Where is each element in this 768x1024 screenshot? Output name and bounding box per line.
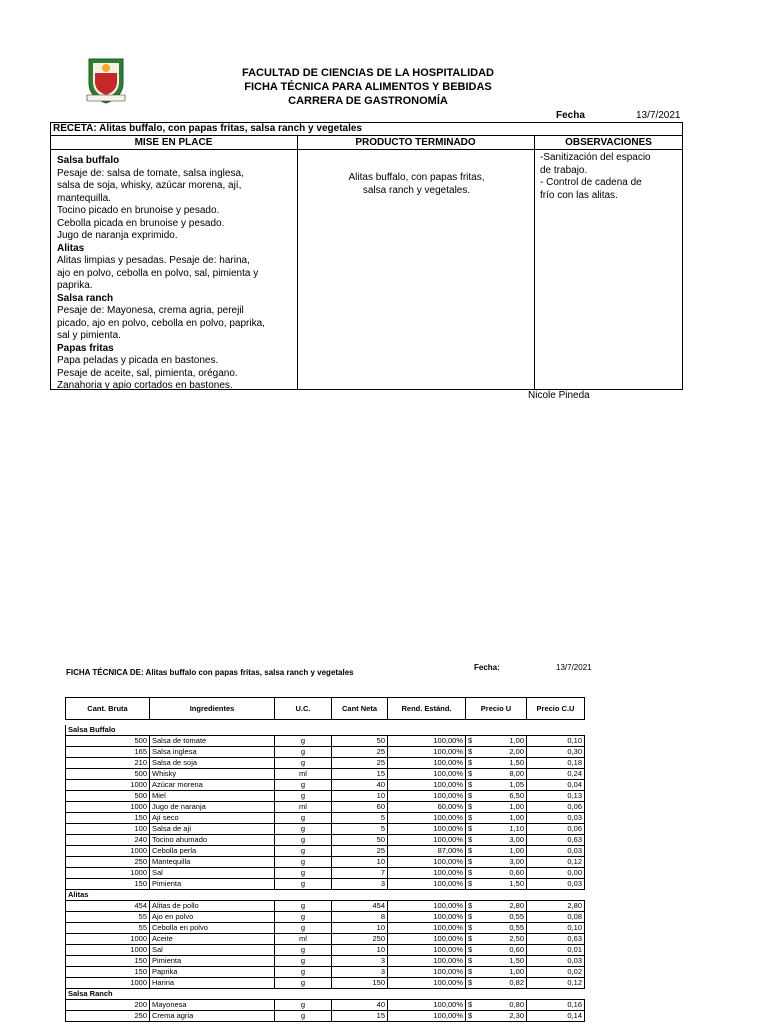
recipe-title: RECETA: Alitas buffalo, con papas fritas, salsa ranch y vegetales: [50, 122, 683, 136]
unidad: g: [275, 780, 332, 791]
precio-unitario-value: 1,00: [509, 813, 524, 822]
ficha-date-label: Fecha:: [474, 663, 500, 672]
cant-neta: 10: [332, 857, 388, 868]
cant-bruta: 1000: [66, 945, 150, 956]
ingrediente: Mantequilla: [150, 857, 275, 868]
precio-unitario-value: 2,00: [509, 747, 524, 756]
mise-line: picado, ajo en polvo, cebolla en polvo, paprika,: [57, 317, 265, 329]
cant-neta: 10: [332, 945, 388, 956]
unidad: g: [275, 1000, 332, 1011]
cant-bruta: 1000: [66, 846, 150, 857]
precio-unitario: [466, 780, 527, 791]
ingrediente: Salsa de tomate: [150, 736, 275, 747]
column-divider: [534, 136, 535, 390]
precio-unitario-value: 1,10: [509, 824, 524, 833]
ingrediente: Alitas de pollo: [150, 901, 275, 912]
cant-neta: 25: [332, 747, 388, 758]
cost-table: [65, 697, 585, 1022]
observaciones-content: [540, 152, 680, 202]
cant-neta: 50: [332, 835, 388, 846]
precio-unitario: [466, 736, 527, 747]
precio-costo-unitario: 0,12: [527, 857, 585, 868]
rendimiento: 100,00%: [388, 945, 466, 956]
rendimiento: 100,00%: [388, 978, 466, 989]
currency-symbol: $: [468, 1000, 473, 1009]
precio-unitario: [466, 978, 527, 989]
unidad: g: [275, 879, 332, 890]
unidad: ml: [275, 769, 332, 780]
cant-bruta: 150: [66, 956, 150, 967]
rendimiento: 100,00%: [388, 967, 466, 978]
cant-neta: 15: [332, 1011, 388, 1022]
cant-neta: 10: [332, 923, 388, 934]
rendimiento: 60,00%: [388, 802, 466, 813]
observacion-line: - Control de cadena de: [540, 177, 642, 188]
precio-unitario-value: 2,30: [509, 1011, 524, 1020]
precio-costo-unitario: 0,18: [527, 758, 585, 769]
unidad: g: [275, 1011, 332, 1022]
precio-costo-unitario: 0,12: [527, 978, 585, 989]
rendimiento: 100,00%: [388, 736, 466, 747]
table-row: [66, 978, 585, 989]
cant-bruta: 250: [66, 857, 150, 868]
mise-line: paprika.: [57, 280, 93, 291]
ingrediente: Miel: [150, 791, 275, 802]
precio-unitario-value: 0,60: [509, 868, 524, 877]
mise-line: Alitas limpias y pesadas. Pesaje de: harina,: [57, 255, 250, 266]
cant-neta: 10: [332, 791, 388, 802]
unidad: g: [275, 857, 332, 868]
currency-symbol: $: [468, 857, 473, 866]
rendimiento: 100,00%: [388, 868, 466, 879]
unidad: g: [275, 846, 332, 857]
currency-symbol: $: [468, 747, 473, 756]
observacion-line: -Sanitización del espacio: [540, 152, 651, 163]
precio-costo-unitario: 0,03: [527, 813, 585, 824]
rendimiento: 100,00%: [388, 780, 466, 791]
table-row: [66, 901, 585, 912]
ingrediente: Tocino ahumado: [150, 835, 275, 846]
precio-unitario: [466, 813, 527, 824]
cant-neta: 3: [332, 879, 388, 890]
precio-costo-unitario: 0,03: [527, 879, 585, 890]
precio-costo-unitario: 0,13: [527, 791, 585, 802]
column-header-observaciones: OBSERVACIONES: [565, 137, 652, 148]
cant-bruta: 55: [66, 923, 150, 934]
ingrediente: Pimienta: [150, 879, 275, 890]
header-line-3: CARRERA DE GASTRONOMÍA: [288, 95, 448, 107]
precio-costo-unitario: 0,30: [527, 747, 585, 758]
table-row: [66, 956, 585, 967]
column-header: Rend. Estánd.: [388, 698, 466, 720]
precio-unitario: [466, 769, 527, 780]
precio-unitario-value: 1,50: [509, 758, 524, 767]
cant-bruta: 1000: [66, 780, 150, 791]
cant-neta: 7: [332, 868, 388, 879]
unidad: g: [275, 791, 332, 802]
precio-costo-unitario: 0,02: [527, 967, 585, 978]
rendimiento: 100,00%: [388, 813, 466, 824]
precio-unitario: [466, 912, 527, 923]
unidad: g: [275, 736, 332, 747]
mise-line: Pesaje de aceite, sal, pimienta, orégano.: [57, 367, 238, 379]
cant-neta: 40: [332, 780, 388, 791]
mise-section-title: Papas fritas: [57, 342, 114, 354]
ingrediente: Sal: [150, 868, 275, 879]
ingrediente: Mayonesa: [150, 1000, 275, 1011]
cant-bruta: 100: [66, 824, 150, 835]
column-header: Cant. Bruta: [66, 698, 150, 720]
unidad: g: [275, 868, 332, 879]
table-row: [66, 791, 585, 802]
precio-costo-unitario: 0,03: [527, 846, 585, 857]
rendimiento: 100,00%: [388, 791, 466, 802]
table-row: [66, 967, 585, 978]
ingrediente: Azúcar morena: [150, 780, 275, 791]
currency-symbol: $: [468, 791, 473, 800]
unidad: g: [275, 835, 332, 846]
cant-bruta: 150: [66, 967, 150, 978]
cant-neta: 5: [332, 813, 388, 824]
column-header-producto: PRODUCTO TERMINADO: [355, 137, 476, 148]
precio-unitario-value: 1,00: [509, 736, 524, 745]
precio-unitario: [466, 879, 527, 890]
currency-symbol: $: [468, 835, 473, 844]
currency-symbol: $: [468, 868, 473, 877]
precio-unitario-value: 0,82: [509, 978, 524, 987]
precio-costo-unitario: 0,63: [527, 835, 585, 846]
mise-line: Pesaje de: salsa de tomate, salsa inglesa,: [57, 167, 244, 179]
precio-unitario-value: 6,50: [509, 791, 524, 800]
rendimiento: 100,00%: [388, 923, 466, 934]
precio-unitario-value: 1,50: [509, 956, 524, 965]
precio-costo-unitario: 0,24: [527, 769, 585, 780]
rendimiento: 100,00%: [388, 835, 466, 846]
mise-section-title: Salsa ranch: [57, 292, 114, 304]
observacion-line: frío con las alitas.: [540, 189, 618, 201]
cant-bruta: 500: [66, 791, 150, 802]
table-row: [66, 879, 585, 890]
cant-bruta: 210: [66, 758, 150, 769]
rendimiento: 100,00%: [388, 747, 466, 758]
currency-symbol: $: [468, 912, 473, 921]
currency-symbol: $: [468, 934, 473, 943]
ficha-date-value: 13/7/2021: [556, 663, 592, 672]
cant-neta: 454: [332, 901, 388, 912]
currency-symbol: $: [468, 824, 473, 833]
table-row: [66, 813, 585, 824]
ingrediente: Cebolla perla: [150, 846, 275, 857]
precio-unitario: [466, 934, 527, 945]
precio-unitario: [466, 846, 527, 857]
unidad: g: [275, 978, 332, 989]
precio-unitario-value: 2,50: [509, 934, 524, 943]
cant-neta: 25: [332, 758, 388, 769]
cant-bruta: 454: [66, 901, 150, 912]
mise-line: Tocino picado en brunoise y pesado.: [57, 205, 220, 216]
currency-symbol: $: [468, 736, 473, 745]
unidad: ml: [275, 802, 332, 813]
cost-table-header: [66, 698, 585, 720]
cant-bruta: 500: [66, 769, 150, 780]
date-label: Fecha: [556, 110, 585, 121]
producto-line: Alitas buffalo, con papas fritas,: [348, 172, 485, 183]
header-line-2: FICHA TÉCNICA PARA ALIMENTOS Y BEBIDAS: [244, 81, 492, 93]
ingrediente: Aceite: [150, 934, 275, 945]
mise-section-title: Alitas: [57, 242, 85, 254]
table-row: [66, 945, 585, 956]
cant-bruta: 250: [66, 1011, 150, 1022]
precio-costo-unitario: 0,16: [527, 1000, 585, 1011]
precio-costo-unitario: 0,10: [527, 923, 585, 934]
mise-line: ajo en polvo, cebolla en polvo, sal, pimienta y: [57, 267, 259, 279]
mise-line: Zanahoria y apio cortados en bastones.: [57, 380, 233, 391]
precio-unitario-value: 3,00: [509, 857, 524, 866]
column-divider: [297, 136, 298, 390]
mise-line: Pesaje de: Mayonesa, crema agria, perejil: [57, 305, 244, 316]
table-row: [66, 747, 585, 758]
currency-symbol: $: [468, 945, 473, 954]
table-row: [66, 923, 585, 934]
cant-neta: 150: [332, 978, 388, 989]
ingrediente: Crema agria: [150, 1011, 275, 1022]
mise-section-title: Salsa buffalo: [57, 155, 120, 166]
ingrediente: Pimienta: [150, 956, 275, 967]
ingrediente: Salsa de ají: [150, 824, 275, 835]
currency-symbol: $: [468, 923, 473, 932]
rendimiento: 100,00%: [388, 857, 466, 868]
cant-neta: 25: [332, 846, 388, 857]
unidad: g: [275, 912, 332, 923]
section-row: [66, 989, 585, 1000]
precio-unitario-value: 1,00: [509, 967, 524, 976]
header-divider: [50, 149, 683, 150]
column-header: Cant Neta: [332, 698, 388, 720]
currency-symbol: $: [468, 769, 473, 778]
ingrediente: Whisky: [150, 769, 275, 780]
table-row: [66, 736, 585, 747]
currency-symbol: $: [468, 967, 473, 976]
mise-line: Jugo de naranja exprimido.: [57, 230, 178, 241]
mise-line: Papa peladas y picada en bastones.: [57, 355, 219, 366]
column-header: U.C.: [275, 698, 332, 720]
precio-unitario: [466, 1011, 527, 1022]
cant-bruta: 150: [66, 813, 150, 824]
column-header-mise: MISE EN PLACE: [134, 137, 213, 148]
table-row: [66, 912, 585, 923]
unidad: g: [275, 747, 332, 758]
currency-symbol: $: [468, 978, 473, 987]
precio-costo-unitario: 0,10: [527, 736, 585, 747]
rendimiento: 100,00%: [388, 1011, 466, 1022]
mise-line: mantequilla.: [57, 192, 111, 204]
currency-symbol: $: [468, 879, 473, 888]
cant-bruta: 200: [66, 1000, 150, 1011]
precio-unitario-value: 1,50: [509, 879, 524, 888]
ingrediente: Salsa de soja: [150, 758, 275, 769]
rendimiento: 100,00%: [388, 824, 466, 835]
table-row: [66, 934, 585, 945]
rendimiento: 100,00%: [388, 956, 466, 967]
precio-unitario-value: 2,80: [509, 901, 524, 910]
cant-bruta: 1000: [66, 978, 150, 989]
rendimiento: 100,00%: [388, 769, 466, 780]
unidad: g: [275, 824, 332, 835]
unidad: g: [275, 758, 332, 769]
precio-unitario: [466, 835, 527, 846]
precio-costo-unitario: 0,63: [527, 934, 585, 945]
unidad: g: [275, 813, 332, 824]
precio-unitario: [466, 945, 527, 956]
table-row: [66, 846, 585, 857]
precio-unitario: [466, 956, 527, 967]
precio-unitario: [466, 868, 527, 879]
producto-line: salsa ranch y vegetales.: [362, 184, 471, 196]
ingrediente: Harina: [150, 978, 275, 989]
ingrediente: Cebolla en polvo: [150, 923, 275, 934]
precio-costo-unitario: 0,08: [527, 912, 585, 923]
unidad: g: [275, 956, 332, 967]
table-row: [66, 868, 585, 879]
cant-bruta: 240: [66, 835, 150, 846]
ingrediente: Paprika: [150, 967, 275, 978]
precio-unitario-value: 1,00: [509, 802, 524, 811]
section-name: Salsa Buffalo: [66, 725, 585, 736]
cant-neta: 60: [332, 802, 388, 813]
precio-unitario: [466, 857, 527, 868]
precio-costo-unitario: 0,01: [527, 945, 585, 956]
cant-neta: 3: [332, 967, 388, 978]
cant-neta: 8: [332, 912, 388, 923]
table-row: [66, 1000, 585, 1011]
observacion-line: de trabajo.: [540, 164, 588, 176]
column-header: Precio U: [466, 698, 527, 720]
precio-unitario: [466, 758, 527, 769]
section-row: [66, 890, 585, 901]
precio-costo-unitario: 0,06: [527, 802, 585, 813]
table-row: [66, 780, 585, 791]
precio-unitario: [466, 901, 527, 912]
date-value: 13/7/2021: [636, 110, 681, 121]
currency-symbol: $: [468, 813, 473, 822]
precio-unitario-value: 3,00: [509, 835, 524, 844]
rendimiento: 100,00%: [388, 1000, 466, 1011]
ingrediente: Jugo de naranja: [150, 802, 275, 813]
precio-unitario-value: 0,60: [509, 945, 524, 954]
rendimiento: 100,00%: [388, 758, 466, 769]
cant-bruta: 165: [66, 747, 150, 758]
currency-symbol: $: [468, 780, 473, 789]
ingrediente: Salsa inglesa: [150, 747, 275, 758]
rendimiento: 100,00%: [388, 912, 466, 923]
precio-unitario: [466, 791, 527, 802]
precio-unitario: [466, 802, 527, 813]
precio-unitario: [466, 824, 527, 835]
table-row: [66, 1011, 585, 1022]
precio-unitario-value: 0,55: [509, 912, 524, 921]
precio-unitario-value: 1,00: [509, 846, 524, 855]
precio-costo-unitario: 0,04: [527, 780, 585, 791]
cant-neta: 40: [332, 1000, 388, 1011]
currency-symbol: $: [468, 956, 473, 965]
rendimiento: 87,00%: [388, 846, 466, 857]
mise-line: sal y pimienta.: [57, 330, 121, 341]
unidad: g: [275, 967, 332, 978]
precio-costo-unitario: 0,14: [527, 1011, 585, 1022]
producto-terminado-content: [300, 172, 533, 197]
mise-line: salsa de soja, whisky, azúcar morena, ají,: [57, 180, 242, 191]
header-line-1: FACULTAD DE CIENCIAS DE LA HOSPITALIDAD: [242, 67, 494, 79]
rendimiento: 100,00%: [388, 934, 466, 945]
mise-line: Cebolla picada en brunoise y pesado.: [57, 217, 225, 229]
mise-en-place-content: [57, 155, 293, 393]
precio-unitario-value: 0,55: [509, 923, 524, 932]
table-row: [66, 802, 585, 813]
precio-unitario-value: 0,80: [509, 1000, 524, 1009]
cant-bruta: 500: [66, 736, 150, 747]
precio-costo-unitario: 2,80: [527, 901, 585, 912]
cant-neta: 50: [332, 736, 388, 747]
currency-symbol: $: [468, 846, 473, 855]
cant-neta: 5: [332, 824, 388, 835]
cant-bruta: 1000: [66, 934, 150, 945]
unidad: g: [275, 901, 332, 912]
column-header: Precio C.U: [527, 698, 585, 720]
currency-symbol: $: [468, 758, 473, 767]
section-name: Alitas: [66, 890, 585, 901]
rendimiento: 100,00%: [388, 879, 466, 890]
cant-bruta: 1000: [66, 868, 150, 879]
cant-neta: 250: [332, 934, 388, 945]
precio-unitario-value: 1,05: [509, 780, 524, 789]
precio-unitario: [466, 923, 527, 934]
unidad: g: [275, 923, 332, 934]
ingrediente: Sal: [150, 945, 275, 956]
precio-unitario: [466, 1000, 527, 1011]
table-row: [66, 824, 585, 835]
precio-costo-unitario: 0,00: [527, 868, 585, 879]
currency-symbol: $: [468, 901, 473, 910]
unidad: ml: [275, 934, 332, 945]
cant-bruta: 55: [66, 912, 150, 923]
rendimiento: 100,00%: [388, 901, 466, 912]
currency-symbol: $: [468, 1011, 473, 1020]
precio-costo-unitario: 0,03: [527, 956, 585, 967]
currency-symbol: $: [468, 802, 473, 811]
column-header: Ingredientes: [150, 698, 275, 720]
cant-bruta: 150: [66, 879, 150, 890]
table-row: [66, 758, 585, 769]
author-name: Nicole Pineda: [528, 390, 590, 401]
table-row: [66, 835, 585, 846]
precio-unitario: [466, 747, 527, 758]
section-name: Salsa Ranch: [66, 989, 585, 1000]
precio-unitario: [466, 967, 527, 978]
unidad: g: [275, 945, 332, 956]
table-row: [66, 857, 585, 868]
ingrediente: Ají seco: [150, 813, 275, 824]
cant-neta: 15: [332, 769, 388, 780]
precio-costo-unitario: 0,06: [527, 824, 585, 835]
ficha-title: FICHA TÉCNICA DE: Alitas buffalo con papas fritas, salsa ranch y vegetales: [66, 668, 354, 677]
ingrediente: Ajo en polvo: [150, 912, 275, 923]
precio-unitario-value: 8,00: [509, 769, 524, 778]
cant-bruta: 1000: [66, 802, 150, 813]
section-row: [66, 725, 585, 736]
cant-neta: 3: [332, 956, 388, 967]
table-row: [66, 769, 585, 780]
